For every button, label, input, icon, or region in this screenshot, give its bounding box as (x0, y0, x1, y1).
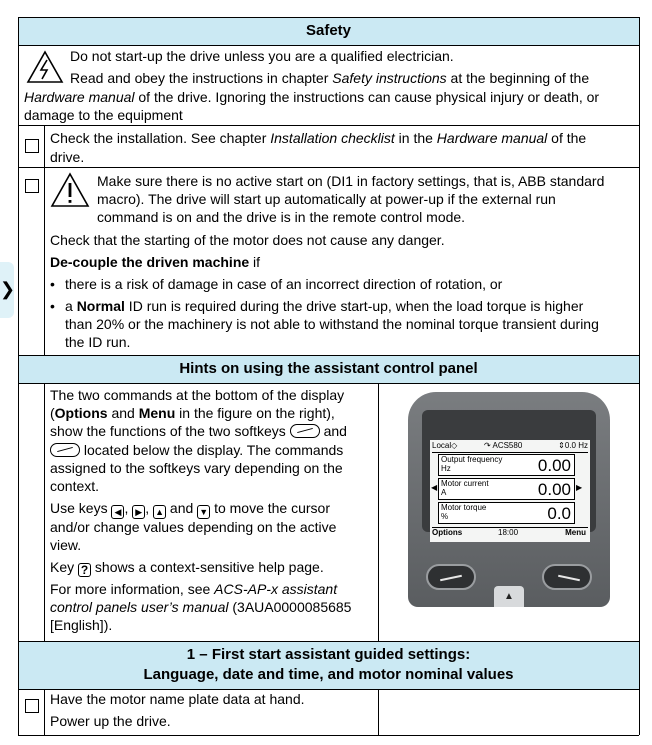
hints-header: Hints on using the assistant control panel (18, 355, 639, 383)
grid-line (18, 17, 639, 18)
installation-line2: drive. (50, 149, 85, 165)
panel-right-softkey-button (542, 564, 592, 590)
side-expand-tab[interactable] (0, 262, 14, 318)
hints-p4-line2: control panels user’s manual (3AUA0000085685 (50, 599, 352, 615)
bullet-item-1: there is a risk of damage in case of an incorrect direction of rotation, or (65, 276, 503, 292)
bullet-item-2: a Normal ID run is required during the drive start-up, when the load torque is higher (65, 298, 584, 314)
panel-row-0: Output frequency Hz 0.00 (438, 454, 575, 476)
hints-p2-line3: view. (50, 537, 82, 553)
hints-p1-line1: The two commands at the bottom of the display (50, 387, 345, 403)
first-start-title1: 1 – First start assistant guided settings: (186, 646, 471, 663)
grid-line (18, 355, 639, 356)
panel-up-key: ▲ (494, 586, 524, 607)
grid-line (18, 735, 639, 736)
grid-line (18, 641, 639, 642)
panel-softkey-options: Options (432, 528, 463, 537)
start-warning-line1: Make sure there is no active start on (DI1 in factory settings, that is, ABB standard (97, 173, 605, 189)
panel-display (430, 440, 590, 542)
panel-status-local: Local (432, 441, 452, 450)
grid-line (44, 383, 45, 641)
checkbox-nameplate[interactable] (25, 699, 39, 713)
grid-line (639, 17, 640, 735)
grid-line (44, 689, 45, 735)
hints-p1-line3: show the functions of the two softkeys and (50, 423, 347, 439)
safety-line1: Do not start-up the drive unless you are a qualified electrician. (70, 48, 454, 64)
grid-line (378, 689, 379, 735)
first-start-title2: Language, date and time, and motor nominal values (143, 666, 514, 683)
panel-row-1: Motor current A 0.00 (438, 478, 575, 500)
start-warning-line3: command is on and the drive is in the remote control mode. (97, 209, 466, 225)
safety-line4: damage to the equipment (24, 107, 183, 123)
panel-rotation-icon: ↷ (484, 441, 491, 450)
grid-line (18, 45, 639, 46)
softkey-left-icon (290, 424, 320, 438)
hints-p2-line2: and/or change values depending on the active (50, 519, 337, 535)
first-start-line1: Have the motor name plate data at hand. (50, 691, 305, 707)
safety-line2: Read and obey the instructions in chapter Safety instructions at the beginning of the (70, 70, 590, 86)
key-up-icon: ▲ (153, 505, 166, 519)
key-down-icon: ▼ (197, 505, 210, 519)
installation-line1: Check the installation. See chapter Installation checklist in the Hardware manual of the (50, 130, 587, 146)
grid-line (18, 383, 639, 384)
softkey-right-icon (50, 443, 80, 457)
panel-softkey-menu: Menu (565, 528, 586, 537)
hints-p1-line2: (Options and Menu in the figure on the right), (50, 405, 335, 421)
decouple-line: De-couple the driven machine if (50, 254, 261, 270)
start-warning-line2: macro). The drive will start up automatically at power-up if the external run (97, 191, 556, 207)
grid-line (378, 383, 379, 641)
hints-p2-line1: Use keys ◀ , ▶ , ▲ and ▼ to move the cursor (50, 500, 330, 517)
hints-p3-line1: Key ? shows a context-sensitive help page. (50, 559, 324, 577)
panel-softkey-bar (432, 527, 588, 539)
first-start-header (18, 641, 639, 689)
panel-status-ref: ⇕0.0 Hz (558, 441, 588, 450)
key-right-icon: ▶ (132, 505, 145, 519)
panel-arrow-left-icon: ◀ (431, 483, 438, 492)
hints-p4-line1: For more information, see ACS-AP-x assistant (50, 581, 338, 597)
chevron-right-icon: ❯ (0, 279, 16, 299)
bullet-item-2-line3: the ID run. (65, 334, 131, 350)
checkbox-installation[interactable] (25, 139, 39, 153)
bullet-dot-2: • (50, 298, 55, 314)
panel-row-2: Motor torque % 0.0 (438, 502, 575, 524)
hints-p4-line3: [English]). (50, 617, 113, 633)
panel-left-softkey-button (426, 564, 476, 590)
grid-line (18, 17, 19, 735)
warning-icon (26, 50, 64, 84)
help-key-icon: ? (78, 563, 91, 577)
first-start-line2: Power up the drive. (50, 713, 171, 729)
key-left-icon: ◀ (111, 505, 124, 519)
warning-exclamation-icon (50, 172, 90, 208)
hints-p1-line4: located below the display. The commands (50, 441, 343, 459)
grid-line (18, 167, 639, 168)
grid-line (44, 125, 45, 355)
panel-arrow-right-icon: ▶ (576, 483, 583, 492)
panel-clock: 18:00 (498, 528, 519, 537)
safety-line3: Hardware manual of the drive. Ignoring the instructions can cause physical injury or death, or (24, 89, 600, 105)
control-panel-image (408, 392, 610, 607)
hints-p1-line5: assigned to the softkeys vary depending on the (50, 460, 343, 476)
grid-line (18, 689, 639, 690)
grid-line (18, 125, 639, 126)
hints-p1-line6: context. (50, 478, 100, 494)
panel-status-bar (432, 441, 588, 453)
start-check-line: Check that the starting of the motor does not cause any danger. (50, 232, 445, 248)
bullet-dot-1: • (50, 276, 55, 292)
panel-local-icon: ◇ (451, 441, 458, 450)
safety-header: Safety (18, 17, 639, 45)
bullet-item-2-line2: than 20% or the machinery is not able to withstand the nominal torque transient during (65, 316, 599, 332)
panel-status-drive: ↷ ACS580 (484, 441, 523, 450)
checkbox-start-warning[interactable] (25, 179, 39, 193)
